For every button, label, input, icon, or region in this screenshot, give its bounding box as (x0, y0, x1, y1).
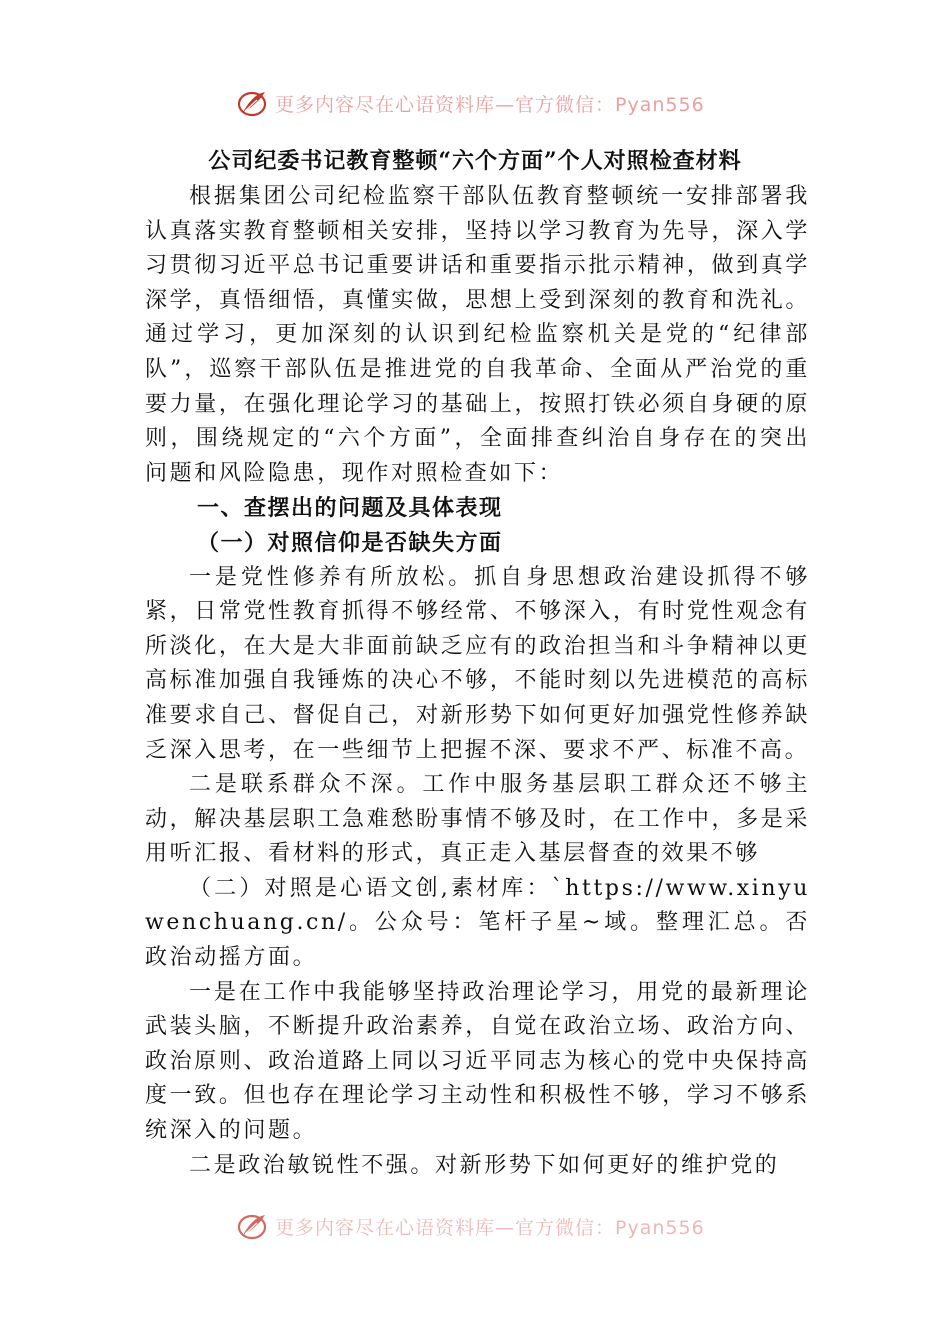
intro-paragraph: 根据集团公司纪检监察干部队伍教育整顿统一安排部署我认真落实教育整顿相关安排，坚持以学习教育为先导，深入学习贯彻习近平总书记重要讲话和重要指示批示精神，做到真学深学，真悟细悟，真懂实做，思想上受到深刻的教育和洗礼。通过学习，更加深刻的认识到纪检监察机关是党的“纪律部队”，巡察干部队伍是推进党的自我革命、全面从严治党的重要力量，在强化理论学习的基础上，按照打铁必须自身硬的原则，围绕规定的“六个方面”，全面排查纠治自身存在的突出问题和风险隐患，现作对照检查如下： (145, 184, 810, 486)
document-body (145, 180, 810, 1183)
paragraph-subsection-2: （二）对照是心语文创,素材库：`https://www.xinyuwenchuang.cn/。公众号：笔杆子星~域。整理汇总。否政治动摇方面。 (145, 875, 810, 971)
watermark-text: 更多内容尽在心语资料库—官方微信：Pyan556 (275, 1216, 705, 1239)
paragraph-masses: 二是联系群众不深。工作中服务基层职工群众还不够主动，解决基层职工急难愁盼事情不够及时，在工作中，多是采用听汇报、看材料的形式，真正走入基层督查的效果不够 (145, 772, 810, 867)
paragraph-political-sensitivity: 二是政治敏锐性不强。对新形势下如何更好的维护党的 (189, 1152, 780, 1178)
paragraph-political-theory: 一是在工作中我能够坚持政治理论学习，用党的最新理论武装头脑，不断提升政治素养，自觉在政治立场、政治方向、政治原则、政治道路上同以习近平同志为核心的党中央保持高度一致。但也存在理论学习主动性和积极性不够，学习不够系统深入的问题。 (145, 979, 810, 1144)
watermark-header (235, 85, 755, 121)
section-heading-1: 一、查摆出的问题及具体表现 (197, 495, 503, 522)
paragraph-party-spirit: 一是党性修养有所放松。抓自身思想政治建设抓得不够紧，日常党性教育抓得不够经常、不够深入，有时党性观念有所淡化，在大是大非面前缺乏应有的政治担当和斗争精神以更高标准加强自我锤炼的决心不够，不能时刻以先进模范的高标准要求自己、督促自己，对新形势下如何更好加强党性修养缺乏深入思考，在一些细节上把握不深、要求不严、标准不高。 (145, 564, 810, 763)
watermark-text: 更多内容尽在心语资料库—官方微信：Pyan556 (275, 93, 705, 116)
subsection-heading-1: （一）对照信仰是否缺失方面 (197, 529, 503, 556)
document-title: 公司纪委书记教育整顿“六个方面”个人对照检查材料 (208, 148, 742, 174)
quill-leaf-logo-icon (235, 86, 269, 120)
watermark-footer (235, 1208, 755, 1244)
quill-leaf-logo-icon (235, 1209, 269, 1243)
